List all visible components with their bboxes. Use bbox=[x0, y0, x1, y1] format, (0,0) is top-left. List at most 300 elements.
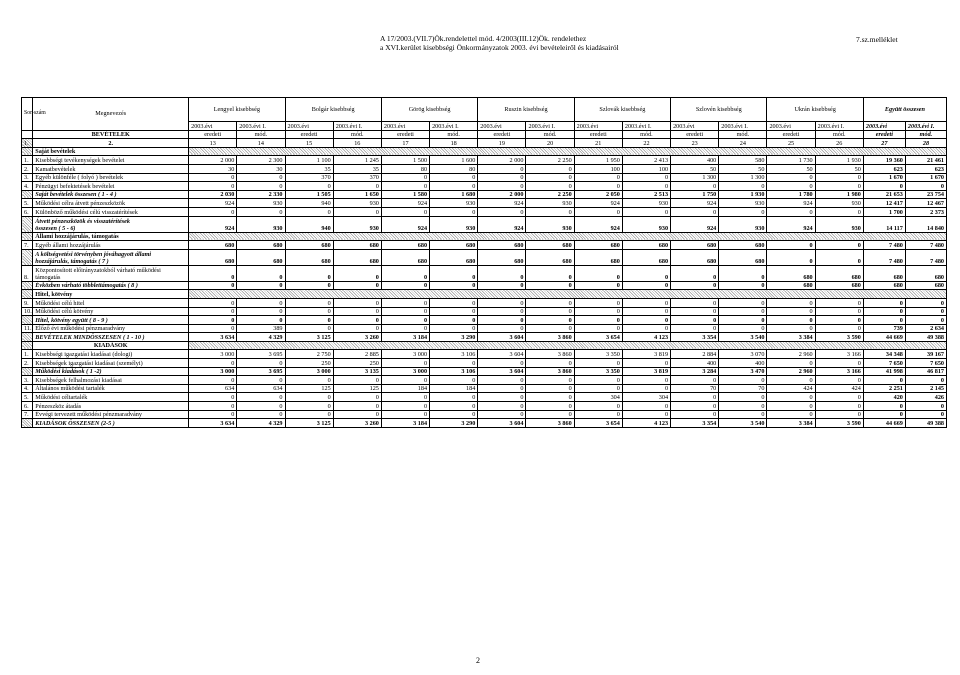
row-number bbox=[22, 281, 33, 290]
value-cell: 0 bbox=[905, 402, 946, 411]
value-cell: 4 123 bbox=[622, 419, 670, 428]
value-cell: 0 bbox=[478, 384, 526, 393]
value-cell: 0 bbox=[719, 324, 767, 333]
value-cell: 0 bbox=[719, 298, 767, 307]
value-cell: 80 bbox=[381, 164, 429, 173]
value-cell: 924 bbox=[767, 199, 815, 208]
value-cell: 2 050 bbox=[574, 190, 622, 199]
value-cell: 680 bbox=[478, 249, 526, 265]
value-cell: 0 bbox=[622, 207, 670, 216]
value-cell: 0 bbox=[189, 393, 237, 402]
value-cell: 580 bbox=[719, 156, 767, 165]
value-cell: 35 bbox=[333, 164, 381, 173]
value-cell: 0 bbox=[767, 359, 815, 368]
row-label-line-2: hozzájárulás, támogatás ( 7 ) bbox=[35, 257, 109, 265]
value-cell: 0 bbox=[285, 316, 333, 325]
value-cell: 0 bbox=[719, 207, 767, 216]
value-cell: 3 166 bbox=[815, 350, 863, 359]
value-cell: 0 bbox=[478, 376, 526, 385]
year-label: 2003.évi I. bbox=[905, 122, 946, 131]
bevetelek-heading: BEVÉTELEK bbox=[33, 130, 189, 139]
table-row bbox=[22, 298, 947, 307]
value-cell: 680 bbox=[478, 241, 526, 250]
value-cell: 0 bbox=[189, 298, 237, 307]
kiadasok-section bbox=[22, 341, 947, 350]
year-label: 2003.évi bbox=[381, 122, 429, 131]
hitel-section bbox=[22, 290, 947, 299]
value-cell: 0 bbox=[863, 410, 905, 419]
value-cell: 0 bbox=[863, 316, 905, 325]
value-cell: 0 bbox=[815, 376, 863, 385]
value-cell: 70 bbox=[671, 384, 719, 393]
value-cell: 0 bbox=[381, 307, 429, 316]
value-cell: 0 bbox=[815, 241, 863, 250]
section-fill bbox=[189, 147, 947, 156]
type-label: eredeti bbox=[671, 130, 719, 139]
value-cell: 0 bbox=[767, 173, 815, 182]
type-label: mód. bbox=[333, 130, 381, 139]
value-cell: 0 bbox=[622, 316, 670, 325]
value-cell: 680 bbox=[333, 241, 381, 250]
value-cell: 0 bbox=[237, 281, 285, 290]
value-cell: 420 bbox=[863, 393, 905, 402]
value-cell: 680 bbox=[905, 281, 946, 290]
megnevezes-label: Megnevezés bbox=[33, 98, 189, 131]
table-row bbox=[22, 281, 947, 290]
value-cell: 634 bbox=[189, 384, 237, 393]
value-cell: 0 bbox=[574, 384, 622, 393]
value-cell: 0 bbox=[237, 298, 285, 307]
value-cell: 3 590 bbox=[815, 333, 863, 342]
value-cell: 0 bbox=[574, 265, 622, 281]
value-cell: 623 bbox=[905, 164, 946, 173]
value-cell: 0 bbox=[905, 376, 946, 385]
row-label: Kisebbségi tevékenységek bevételei bbox=[33, 156, 189, 165]
value-cell: 0 bbox=[671, 307, 719, 316]
value-cell: 50 bbox=[767, 164, 815, 173]
value-cell: 0 bbox=[622, 376, 670, 385]
value-cell: 0 bbox=[815, 207, 863, 216]
value-cell: 35 bbox=[285, 164, 333, 173]
value-cell: 2 884 bbox=[671, 350, 719, 359]
value-cell: 0 bbox=[622, 359, 670, 368]
value-cell: 0 bbox=[719, 393, 767, 402]
row-number bbox=[22, 249, 33, 265]
value-cell: 2 960 bbox=[767, 350, 815, 359]
allami-section bbox=[22, 232, 947, 241]
value-cell: 0 bbox=[767, 249, 815, 265]
value-cell: 0 bbox=[767, 393, 815, 402]
value-cell: 250 bbox=[333, 359, 381, 368]
value-cell: 0 bbox=[622, 324, 670, 333]
value-cell: 0 bbox=[478, 410, 526, 419]
value-cell: 1 650 bbox=[333, 190, 381, 199]
value-cell: 680 bbox=[905, 265, 946, 281]
value-cell: 0 bbox=[189, 173, 237, 182]
value-cell: 930 bbox=[622, 199, 670, 208]
row-label: Hitel, kötvény együtt ( 8 - 9 ) bbox=[33, 316, 189, 325]
value-cell: 1 930 bbox=[815, 156, 863, 165]
row-number: 6. bbox=[22, 402, 33, 411]
value-cell: 3 654 bbox=[574, 333, 622, 342]
value-cell: 0 bbox=[863, 376, 905, 385]
row-label: Egyéb különféle ( folyó ) bevételek bbox=[33, 173, 189, 182]
header-row-types bbox=[22, 130, 947, 139]
value-cell: 680 bbox=[430, 249, 478, 265]
table-row bbox=[22, 241, 947, 250]
value-cell: 14 840 bbox=[905, 216, 946, 232]
table-row bbox=[22, 182, 947, 191]
value-cell: 3 000 bbox=[381, 367, 429, 376]
value-cell: 0 bbox=[671, 402, 719, 411]
value-cell: 0 bbox=[381, 376, 429, 385]
col-number: 20 bbox=[526, 139, 574, 148]
value-cell: 0 bbox=[622, 265, 670, 281]
row-label bbox=[33, 265, 189, 281]
sor-blank bbox=[22, 290, 33, 299]
value-cell: 1 300 bbox=[671, 173, 719, 182]
value-cell: 930 bbox=[815, 216, 863, 232]
value-cell: 0 bbox=[815, 402, 863, 411]
table-row bbox=[22, 410, 947, 419]
value-cell: 0 bbox=[381, 402, 429, 411]
value-cell: 0 bbox=[430, 281, 478, 290]
value-cell: 7 650 bbox=[863, 359, 905, 368]
row-number bbox=[22, 216, 33, 232]
value-cell: 0 bbox=[574, 207, 622, 216]
year-label: 2003.évi bbox=[767, 122, 815, 131]
value-cell: 0 bbox=[574, 298, 622, 307]
value-cell: 3 540 bbox=[719, 419, 767, 428]
value-cell: 0 bbox=[526, 316, 574, 325]
budget-table bbox=[21, 97, 947, 428]
value-cell: 0 bbox=[430, 182, 478, 191]
table-row bbox=[22, 164, 947, 173]
value-cell: 0 bbox=[767, 307, 815, 316]
row-label: Általános működési tartalék bbox=[33, 384, 189, 393]
value-cell: 0 bbox=[189, 359, 237, 368]
row-label: Működési kiadások ( 1 -2) bbox=[33, 367, 189, 376]
value-cell: 0 bbox=[430, 376, 478, 385]
year-label: 2003.évi bbox=[574, 122, 622, 131]
value-cell: 0 bbox=[285, 307, 333, 316]
row-number: 4. bbox=[22, 384, 33, 393]
value-cell: 7 480 bbox=[905, 241, 946, 250]
value-cell: 0 bbox=[430, 307, 478, 316]
type-label: eredeti bbox=[574, 130, 622, 139]
table-row bbox=[22, 307, 947, 316]
value-cell: 0 bbox=[430, 359, 478, 368]
row-number: 2. bbox=[22, 164, 33, 173]
value-cell: 0 bbox=[381, 410, 429, 419]
value-cell: 0 bbox=[237, 402, 285, 411]
value-cell: 924 bbox=[381, 199, 429, 208]
hitel-section-label: Hitel, kötvény bbox=[33, 290, 189, 299]
value-cell: 3 125 bbox=[285, 419, 333, 428]
value-cell: 924 bbox=[189, 216, 237, 232]
row-number: 1. bbox=[22, 156, 33, 165]
value-cell: 0 bbox=[333, 410, 381, 419]
value-cell: 0 bbox=[189, 182, 237, 191]
value-cell: 3 000 bbox=[285, 367, 333, 376]
col-number: 27 bbox=[863, 139, 905, 148]
value-cell: 0 bbox=[430, 410, 478, 419]
row-label bbox=[33, 216, 189, 232]
row-label: Működési céltartalék bbox=[33, 393, 189, 402]
value-cell: 0 bbox=[189, 324, 237, 333]
value-cell: 80 bbox=[430, 164, 478, 173]
value-cell: 680 bbox=[815, 281, 863, 290]
value-cell: 0 bbox=[526, 402, 574, 411]
value-cell: 3 384 bbox=[767, 419, 815, 428]
value-cell: 3 860 bbox=[526, 333, 574, 342]
type-label: mód. bbox=[815, 130, 863, 139]
year-label: 2003.évi I. bbox=[622, 122, 670, 131]
value-cell: 0 bbox=[574, 376, 622, 385]
row-label: Működési célú kötvény bbox=[33, 307, 189, 316]
group-header: Szlovák kisebbség bbox=[574, 98, 670, 122]
value-cell: 930 bbox=[815, 199, 863, 208]
row-label: Évközben várható többlettámogatás ( 8 ) bbox=[33, 281, 189, 290]
value-cell: 0 bbox=[237, 410, 285, 419]
value-cell: 930 bbox=[333, 199, 381, 208]
value-cell: 2 885 bbox=[333, 350, 381, 359]
value-cell: 0 bbox=[815, 298, 863, 307]
row-label: Pénzügyi befektetések bevételei bbox=[33, 182, 189, 191]
value-cell: 924 bbox=[381, 216, 429, 232]
value-cell: 0 bbox=[478, 164, 526, 173]
value-cell: 3 604 bbox=[478, 367, 526, 376]
value-cell: 739 bbox=[863, 324, 905, 333]
value-cell: 0 bbox=[815, 307, 863, 316]
table-row bbox=[22, 173, 947, 182]
row-number bbox=[22, 333, 33, 342]
value-cell: 680 bbox=[526, 241, 574, 250]
value-cell: 0 bbox=[189, 281, 237, 290]
value-cell: 1 750 bbox=[671, 190, 719, 199]
value-cell: 1 600 bbox=[430, 156, 478, 165]
value-cell: 680 bbox=[863, 281, 905, 290]
row-number: 1. bbox=[22, 350, 33, 359]
value-cell: 0 bbox=[815, 182, 863, 191]
value-cell: 0 bbox=[478, 281, 526, 290]
table-row bbox=[22, 265, 947, 281]
row-label: KIADÁSOK ÖSSZESEN (2-5 ) bbox=[33, 419, 189, 428]
row-label: Kisebbségek igazgatási kiadásai (személyi) bbox=[33, 359, 189, 368]
value-cell: 634 bbox=[237, 384, 285, 393]
value-cell: 184 bbox=[430, 384, 478, 393]
value-cell: 3 604 bbox=[478, 333, 526, 342]
value-cell: 1 500 bbox=[381, 156, 429, 165]
value-cell: 940 bbox=[285, 216, 333, 232]
value-cell: 0 bbox=[333, 298, 381, 307]
value-cell: 3 604 bbox=[478, 419, 526, 428]
value-cell: 0 bbox=[478, 393, 526, 402]
value-cell: 0 bbox=[671, 393, 719, 402]
value-cell: 0 bbox=[526, 207, 574, 216]
value-cell: 0 bbox=[381, 359, 429, 368]
value-cell: 0 bbox=[381, 393, 429, 402]
value-cell: 930 bbox=[622, 216, 670, 232]
value-cell: 7 480 bbox=[863, 249, 905, 265]
value-cell: 0 bbox=[671, 281, 719, 290]
value-cell: 0 bbox=[719, 182, 767, 191]
colnum-sor: 1. bbox=[22, 139, 33, 148]
value-cell: 0 bbox=[671, 298, 719, 307]
type-label: eredeti bbox=[863, 130, 905, 139]
value-cell: 2 030 bbox=[189, 190, 237, 199]
value-cell: 0 bbox=[622, 384, 670, 393]
value-cell: 680 bbox=[574, 241, 622, 250]
value-cell: 3 350 bbox=[574, 367, 622, 376]
value-cell: 370 bbox=[285, 173, 333, 182]
value-cell: 623 bbox=[863, 164, 905, 173]
row-number: 2. bbox=[22, 359, 33, 368]
value-cell: 0 bbox=[333, 402, 381, 411]
value-cell: 3 654 bbox=[574, 419, 622, 428]
value-cell: 0 bbox=[526, 307, 574, 316]
year-label: 2003.évi I. bbox=[526, 122, 574, 131]
value-cell: 0 bbox=[574, 316, 622, 325]
value-cell: 0 bbox=[478, 359, 526, 368]
row-number: 9. bbox=[22, 298, 33, 307]
sajat-bevetelek-section bbox=[22, 147, 947, 156]
value-cell: 0 bbox=[430, 173, 478, 182]
group-header: Szlovén kisebbség bbox=[671, 98, 767, 122]
value-cell: 0 bbox=[574, 281, 622, 290]
value-cell: 0 bbox=[189, 376, 237, 385]
value-cell: 2 251 bbox=[863, 384, 905, 393]
row-number: 11. bbox=[22, 324, 33, 333]
row-label-line-1: Átvett pénzeszközök és visszatérítések bbox=[35, 217, 130, 225]
value-cell: 2 300 bbox=[237, 156, 285, 165]
col-number: 16 bbox=[333, 139, 381, 148]
value-cell: 924 bbox=[574, 199, 622, 208]
value-cell: 3 284 bbox=[671, 367, 719, 376]
value-cell: 125 bbox=[285, 384, 333, 393]
value-cell: 2 250 bbox=[526, 156, 574, 165]
row-label: Működési célú hitel bbox=[33, 298, 189, 307]
value-cell: 3 470 bbox=[719, 367, 767, 376]
value-cell: 0 bbox=[574, 402, 622, 411]
value-cell: 0 bbox=[767, 324, 815, 333]
value-cell: 46 817 bbox=[905, 367, 946, 376]
row-label-line-2: támogatás bbox=[35, 273, 61, 281]
value-cell: 0 bbox=[671, 324, 719, 333]
col-number: 18 bbox=[430, 139, 478, 148]
col-number: 25 bbox=[767, 139, 815, 148]
table-row bbox=[22, 350, 947, 359]
value-cell: 0 bbox=[189, 410, 237, 419]
value-cell: 3 354 bbox=[671, 419, 719, 428]
row-number: 7. bbox=[22, 241, 33, 250]
value-cell: 0 bbox=[430, 207, 478, 216]
document-header bbox=[380, 35, 619, 52]
value-cell: 0 bbox=[237, 173, 285, 182]
value-cell: 39 167 bbox=[905, 350, 946, 359]
value-cell: 0 bbox=[333, 281, 381, 290]
col-number: 28 bbox=[905, 139, 946, 148]
value-cell: 304 bbox=[622, 393, 670, 402]
table-row bbox=[22, 367, 947, 376]
year-label: 2003.évi bbox=[189, 122, 237, 131]
year-label: 2003.évi I. bbox=[333, 122, 381, 131]
table-row bbox=[22, 216, 947, 232]
row-number: 10. bbox=[22, 307, 33, 316]
group-header: Ruszin kisebbség bbox=[478, 98, 574, 122]
value-cell: 3 634 bbox=[189, 419, 237, 428]
value-cell: 0 bbox=[905, 316, 946, 325]
value-cell: 184 bbox=[381, 384, 429, 393]
value-cell: 3 860 bbox=[526, 419, 574, 428]
value-cell: 2 000 bbox=[478, 156, 526, 165]
row-label: Előző évi működési pénzmaradvány bbox=[33, 324, 189, 333]
row-label: Saját bevételek összesen ( 1 - 4 ) bbox=[33, 190, 189, 199]
value-cell: 44 669 bbox=[863, 333, 905, 342]
year-label: 2003.évi bbox=[863, 122, 905, 131]
type-label: eredeti bbox=[381, 130, 429, 139]
value-cell: 2 373 bbox=[905, 207, 946, 216]
value-cell: 389 bbox=[237, 324, 285, 333]
section-fill bbox=[189, 232, 947, 241]
value-cell: 680 bbox=[285, 249, 333, 265]
value-cell: 0 bbox=[430, 324, 478, 333]
value-cell: 0 bbox=[526, 173, 574, 182]
value-cell: 1 950 bbox=[574, 156, 622, 165]
year-label: 2003.évi I. bbox=[430, 122, 478, 131]
header-row-groups bbox=[22, 98, 947, 122]
value-cell: 680 bbox=[189, 241, 237, 250]
value-cell: 3 106 bbox=[430, 367, 478, 376]
table-row bbox=[22, 156, 947, 165]
value-cell: 680 bbox=[526, 249, 574, 265]
value-cell: 0 bbox=[430, 298, 478, 307]
value-cell: 0 bbox=[574, 359, 622, 368]
value-cell: 0 bbox=[237, 207, 285, 216]
value-cell: 0 bbox=[285, 410, 333, 419]
value-cell: 30 bbox=[237, 164, 285, 173]
value-cell: 0 bbox=[574, 173, 622, 182]
value-cell: 0 bbox=[430, 265, 478, 281]
value-cell: 50 bbox=[815, 164, 863, 173]
value-cell: 21 461 bbox=[905, 156, 946, 165]
value-cell: 0 bbox=[333, 307, 381, 316]
value-cell: 0 bbox=[285, 393, 333, 402]
value-cell: 0 bbox=[719, 265, 767, 281]
value-cell: 0 bbox=[719, 376, 767, 385]
table-row bbox=[22, 376, 947, 385]
row-label-line-2: összesen ( 5 - 6) bbox=[35, 224, 76, 232]
row-number: 5. bbox=[22, 393, 33, 402]
row-label: Évvégi tervezett működési pénzmaradvány bbox=[33, 410, 189, 419]
value-cell: 940 bbox=[285, 199, 333, 208]
kiadasok-heading: KIADÁSOK bbox=[33, 341, 189, 350]
value-cell: 2 330 bbox=[237, 190, 285, 199]
type-label: eredeti bbox=[478, 130, 526, 139]
value-cell: 7 480 bbox=[905, 249, 946, 265]
value-cell: 49 388 bbox=[905, 419, 946, 428]
row-label: Különböző működési célú visszatérítések bbox=[33, 207, 189, 216]
colnum-name: 2. bbox=[33, 139, 189, 148]
value-cell: 930 bbox=[526, 216, 574, 232]
value-cell: 0 bbox=[333, 207, 381, 216]
sor-blank bbox=[22, 341, 33, 350]
value-cell: 0 bbox=[189, 307, 237, 316]
group-header: Együtt összesen bbox=[863, 98, 946, 122]
row-label-line-1: A költségvetési törvényben jóváhagyott állami bbox=[35, 250, 152, 258]
value-cell: 3 634 bbox=[189, 333, 237, 342]
col-number: 24 bbox=[719, 139, 767, 148]
